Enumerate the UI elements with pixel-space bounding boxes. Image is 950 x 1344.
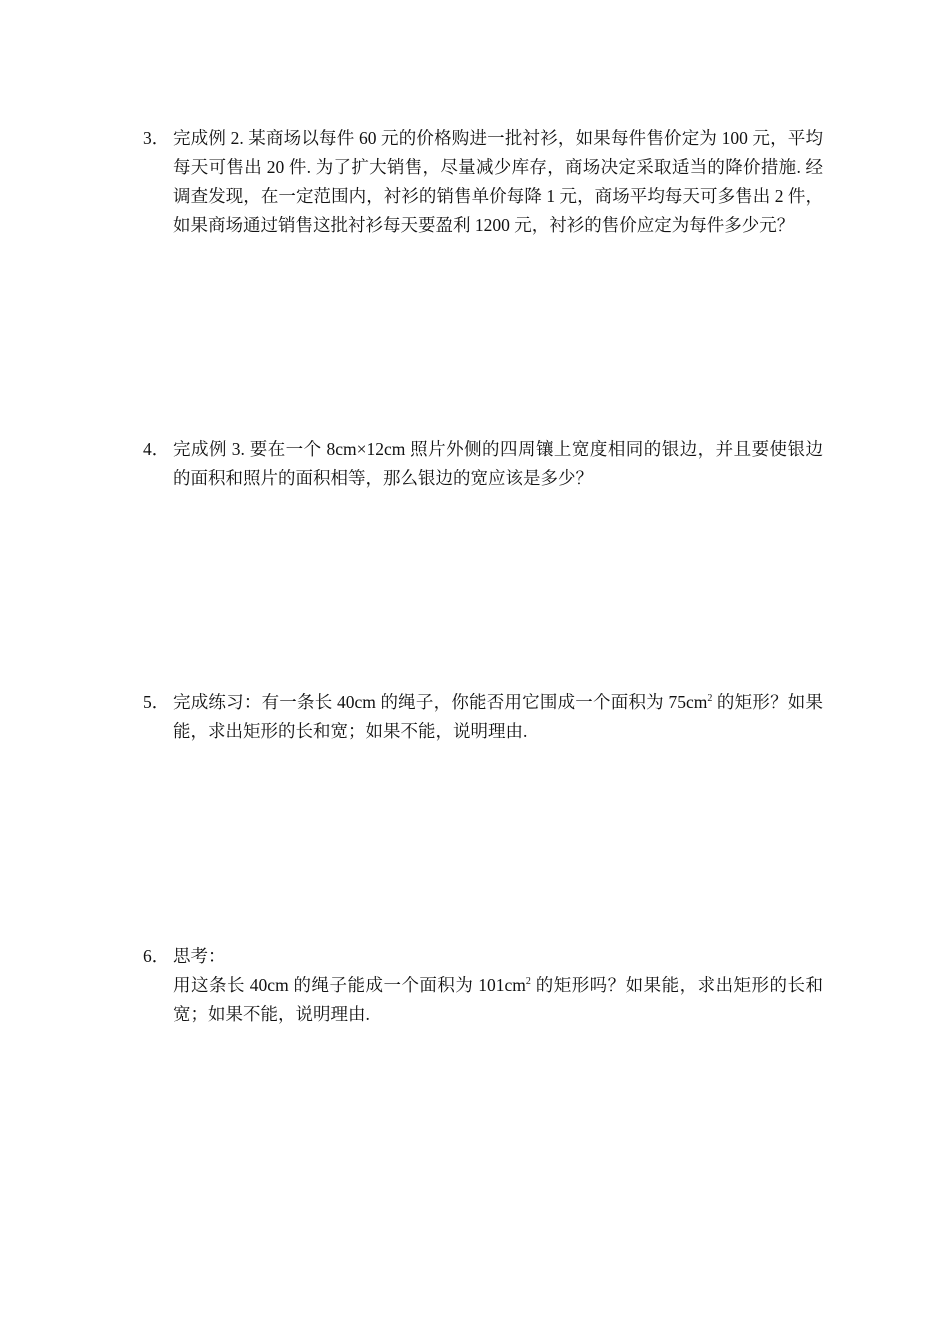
question-text-before: 用这条长 40cm 的绳子能成一个面积为 101cm bbox=[173, 975, 526, 995]
question-text-after: 的矩形吗？如果能，求出矩形的长和宽；如果不能，说明理由. bbox=[173, 975, 823, 1024]
question-3-line bbox=[143, 124, 823, 240]
superscript-exponent: 2 bbox=[525, 976, 531, 987]
question-4 bbox=[143, 435, 823, 493]
question-6-line bbox=[143, 942, 823, 971]
question-number: 5． bbox=[143, 692, 170, 712]
question-text: 完成例 2. 某商场以每件 60 元的价格购进一批衬衫，如果每件售价定为 100 元，平均每天可售出 20 件. 为了扩大销售，尽量减少库存，商场决定采取适当的降价措施. 经调查发现，在一定范围内，衬衫的销售单价每降 1 元，商场平均每天可多售出 2 件，如果商场通过销售这批衬衫每天要盈利 1200 元，衬衫的售价应定为每件多少元？ bbox=[173, 128, 823, 235]
question-3 bbox=[143, 124, 823, 240]
question-5-line bbox=[143, 688, 823, 746]
question-4-line bbox=[143, 435, 823, 493]
question-5 bbox=[143, 688, 823, 746]
question-text bbox=[173, 688, 823, 746]
question-number: 3． bbox=[143, 128, 170, 148]
question-6 bbox=[143, 942, 823, 1029]
question-number: 4． bbox=[143, 439, 170, 459]
question-text: 完成例 3. 要在一个 8cm×12cm 照片外侧的四周镶上宽度相同的银边，并且要使银边的面积和照片的面积相等，那么银边的宽应该是多少？ bbox=[173, 439, 823, 488]
question-heading: 思考： bbox=[173, 946, 226, 966]
superscript-exponent: 2 bbox=[707, 693, 713, 704]
question-text-before: 完成练习：有一条长 40cm 的绳子，你能否用它围成一个面积为 75cm bbox=[173, 692, 708, 712]
question-text-after: 的矩形？如果能，求出矩形的长和宽；如果不能，说明理由. bbox=[173, 692, 823, 741]
question-text bbox=[143, 971, 823, 1029]
question-number: 6． bbox=[143, 946, 170, 966]
